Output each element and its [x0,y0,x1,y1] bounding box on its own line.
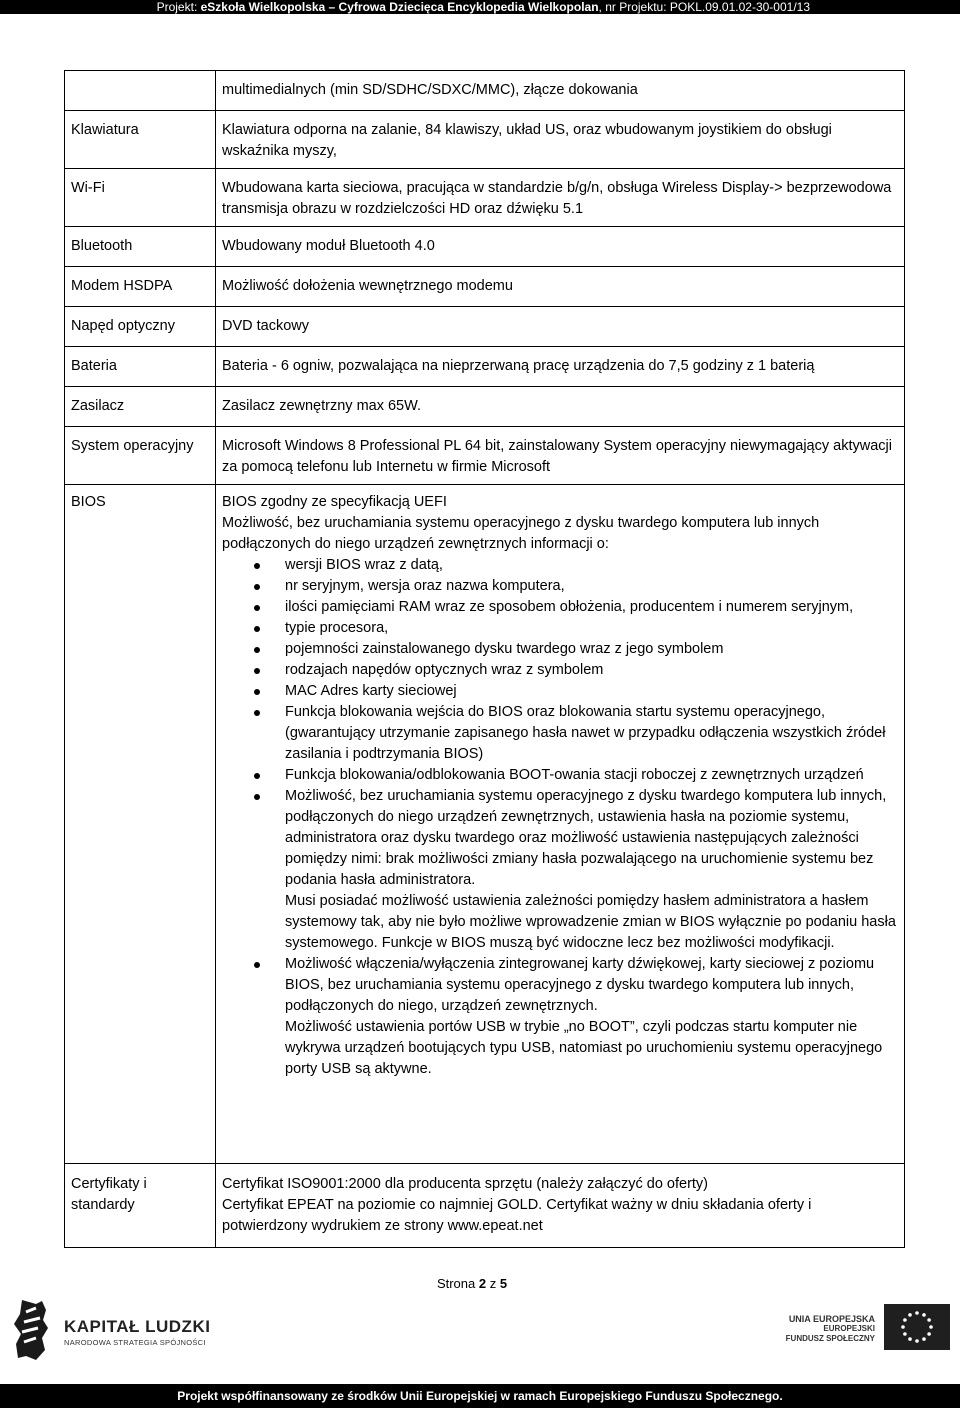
page-number: Strona 2 z 5 [436,1276,508,1291]
bios-intro-uefi: BIOS zgodny ze specyfikacją UEFI [222,494,447,510]
value-cell: Wbudowana karta sieciowa, pracująca w standardzie b/g/n, obsługa Wireless Display-> bezprzewodowa transmisja obrazu w rozdzielczości HD oraz dźwięku 5.1 [216,169,905,227]
eu-star-icon [927,1318,931,1322]
eu-star-icon [903,1318,907,1322]
header-project-name: eSzkoła Wielkopolska – Cyfrowa Dziecięca Encyklopedia Wielkopolan [200,0,599,14]
eu-social-fund-logo [785,1304,950,1352]
current-page: 2 [478,1276,487,1291]
kapital-ludzki-subtitle: NARODOWA STRATEGIA SPÓJNOŚCI [64,1338,206,1347]
cert-value-cell [216,1164,905,1248]
cert-epeat: Certyfikat EPEAT na poziomie co najmniej GOLD. Certyfikat ważny w dniu składania oferty i potwierdzony wydrukiem ze strony www.epeat.net [222,1197,812,1234]
poland-map-icon [12,1298,52,1362]
label-cell: Napęd optyczny [65,307,216,347]
kapital-ludzki-title: KAPITAŁ LUDZKI [64,1317,211,1336]
eu-star-icon [929,1325,933,1329]
cert-label-cell: Certyfikaty i standardy [65,1164,216,1248]
value-cell: Możliwość dołożenia wewnętrznego modemu [216,267,905,307]
bios-value-cell [216,485,905,1164]
eu-flag-icon [884,1304,950,1350]
value-cell: Wbudowany moduł Bluetooth 4.0 [216,227,905,267]
value-cell: DVD tackowy [216,307,905,347]
table-row [65,387,905,427]
eu-star-icon [922,1337,926,1341]
eu-star-icon [901,1325,905,1329]
spec-table [64,70,905,1248]
table-row-bios [65,485,905,1164]
table-row [65,427,905,485]
list-item [285,954,898,1080]
table-row [65,267,905,307]
label-cell: Wi-Fi [65,169,216,227]
label-cell: Bluetooth [65,227,216,267]
label-cell: Klawiatura [65,111,216,169]
eu-star-icon [927,1332,931,1336]
list-item: pojemności zainstalowanego dysku twardego wraz z jego symbolem [285,639,898,660]
list-item-paragraph: Musi posiadać możliwość ustawienia zależności pomiędzy hasłem administratora a hasłem systemowy tak, aby nie było możliwe wprowadzenie zmian w BIOS wyłącznie po podaniu hasła systemowego. Funkcje w BIOS muszą być widoczne lecz bez możliwości modyfikacji. [285,893,896,951]
label-cell: System operacyjny [65,427,216,485]
list-item: Funkcja blokowania wejścia do BIOS oraz blokowania startu systemu operacyjnego, (gwarantujący utrzymanie zapisanego hasła nawet w przypadku odłączenia wszystkich źródeł zasilania i podtrzymania BIOS) [285,702,898,765]
eu-star-icon [903,1332,907,1336]
bios-intro-info: Możliwość, bez uruchamiania systemu operacyjnego z dysku twardego komputera lub innych podłączonych do niego urządzeń zewnętrznych informacji o: [222,515,820,552]
list-item: MAC Adres karty sieciowej [285,681,898,702]
list-item: typie procesora, [285,618,898,639]
value-cell: Microsoft Windows 8 Professional PL 64 bit, zainstalowany System operacyjny niewymagający aktywacji za pomocą telefonu lub Internetu w firmie Microsoft [216,427,905,485]
list-item: nr seryjnym, wersja oraz nazwa komputera, [285,576,898,597]
eu-star-icon [915,1311,919,1315]
label-cell: Zasilacz [65,387,216,427]
eu-star-icon [922,1313,926,1317]
eu-star-icon [908,1313,912,1317]
cert-iso: Certyfikat ISO9001:2000 dla producenta sprzętu (należy załączyć do oferty) [222,1176,709,1192]
bios-feature-list [222,555,898,1080]
table-row [65,169,905,227]
list-item-paragraph: Możliwość ustawienia portów USB w trybie „no BOOT”, czyli podczas startu komputer nie wykrywa urządzeń bootujących typu USB, natomiast po uruchomieniu systemu operacyjnego porty USB są aktywne. [285,1019,883,1077]
table-row [65,227,905,267]
header-suffix: , nr Projektu: POKL.09.01.02-30-001/13 [598,0,810,14]
list-item [285,786,898,954]
value-cell: Zasilacz zewnętrzny max 65W. [216,387,905,427]
kapital-ludzki-logo [12,1298,212,1362]
value-cell: multimedialnych (min SD/SDHC/SDXC/MMC), złącze dokowania [216,71,905,111]
header-prefix: Projekt: [156,0,201,14]
eu-logo-text: UNIA EUROPEJSKA EUROPEJSKI FUNDUSZ SPOŁECZNY [785,1314,875,1343]
list-item-paragraph: Możliwość włączenia/wyłączenia zintegrowanej karty dźwiękowej, karty sieciowej z poziomu BIOS, bez uruchamiania systemu operacyjnego z dysku twardego komputera lub innych, podłączonych do niego, urządzeń zewnętrznych. [285,956,875,1014]
list-item: wersji BIOS wraz z datą, [285,555,898,576]
value-cell: Bateria - 6 ogniw, pozwalająca na nieprzerwaną pracę urządzenia do 7,5 godziny z 1 baterią [216,347,905,387]
bios-label-cell: BIOS [65,485,216,1164]
label-cell: Bateria [65,347,216,387]
page-footer: Projekt współfinansowany ze środków Unii Europejskiej w ramach Europejskiego Funduszu Społecznego. [0,1384,960,1408]
label-cell: Modem HSDPA [65,267,216,307]
table-row [65,71,905,111]
value-cell: Klawiatura odporna na zalanie, 84 klawiszy, układ US, oraz wbudowanym joystikiem do obsługi wskaźnika myszy, [216,111,905,169]
label-cell [65,71,216,111]
total-pages: 5 [499,1276,508,1291]
table-row [65,111,905,169]
list-item: Funkcja blokowania/odblokowania BOOT-owania stacji roboczej z zewnętrznych urządzeń [285,765,898,786]
list-item-paragraph: Możliwość, bez uruchamiania systemu operacyjnego z dysku twardego komputera lub innych, podłączonych do niego urządzeń zewnętrznych, ustawienia hasła na poziomie systemu, administratora oraz dysku twardego oraz możliwość ustawienia następujących zależności pomiędzy nimi: brak możliwości zmiany hasła pozwalającego na uruchomienie systemu bez podania hasła administratora. [285,788,887,888]
table-row [65,307,905,347]
table-row [65,347,905,387]
table-row-certificates [65,1164,905,1248]
eu-star-icon [908,1337,912,1341]
list-item: rodzajach napędów optycznych wraz z symbolem [285,660,898,681]
list-item: ilości pamięciami RAM wraz ze sposobem obłożenia, producentem i numerem seryjnym, [285,597,898,618]
page-header [0,0,960,14]
eu-star-icon [915,1339,919,1343]
